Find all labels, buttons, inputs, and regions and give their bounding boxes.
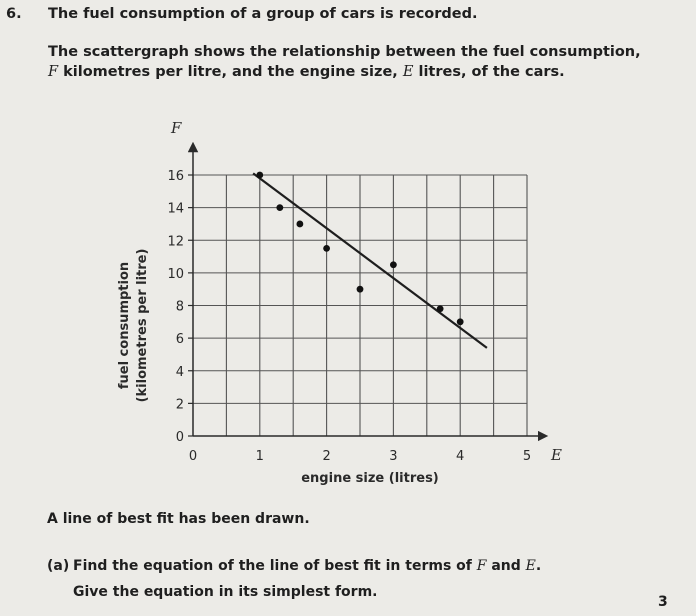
part-period: . — [535, 558, 542, 574]
y-tick-label: 12 — [167, 234, 184, 250]
y-axis-label-line1: fuel consumption — [117, 261, 132, 390]
question-intro — [48, 42, 688, 82]
question-title: The fuel consumption of a group of cars is recorded. — [48, 6, 478, 22]
data-point — [457, 318, 464, 325]
y-tick-label: 0 — [175, 430, 184, 445]
axes — [193, 147, 543, 436]
part-and: and — [486, 558, 526, 574]
best-fit-line — [253, 173, 487, 348]
y-axis-label-line2: (kilometres per litre) — [135, 248, 150, 403]
data-point — [323, 245, 330, 252]
intro-line-1: The scattergraph shows the relationship between the fuel consumption, — [48, 44, 641, 60]
x-tick-label: 1 — [255, 449, 264, 464]
part-a — [47, 558, 541, 574]
x-axis-label: engine size (litres) — [301, 471, 439, 486]
x-tick-label: 0 — [188, 449, 198, 464]
best-fit-line-group — [253, 173, 487, 348]
part-text: Find the equation of the line of best fit in terms of — [73, 558, 477, 574]
x-tick-label: 2 — [322, 449, 331, 464]
data-point — [276, 204, 283, 211]
intro-line-2 — [48, 62, 688, 82]
marks: 3 — [658, 594, 668, 610]
data-point — [357, 286, 364, 293]
intro-text: kilometres per litre, and the engine size, — [58, 64, 403, 80]
scattergraph — [0, 105, 696, 505]
var-f: F — [48, 64, 59, 80]
grid — [193, 175, 527, 436]
best-fit-note: A line of best fit has been drawn. — [47, 511, 310, 527]
x-tick-label: 3 — [389, 449, 398, 464]
part-var-e: E — [525, 558, 536, 574]
data-point — [256, 172, 263, 179]
intro-text-end: litres, of the cars. — [413, 64, 565, 80]
tick-labels — [167, 169, 531, 464]
data-point — [437, 305, 444, 312]
part-label: (a) — [47, 558, 70, 574]
part-a-instruction: Give the equation in its simplest form. — [73, 584, 378, 600]
question-number: 6. — [6, 6, 22, 22]
y-tick-label: 16 — [167, 169, 184, 184]
data-point — [390, 261, 397, 268]
data-point — [296, 221, 303, 228]
y-tick-label: 8 — [175, 299, 184, 315]
question-heading — [6, 6, 478, 22]
y-tick-label: 6 — [175, 332, 184, 348]
part-var-f: F — [476, 558, 487, 574]
x-tick-label: 5 — [522, 449, 532, 464]
y-tick-label: 2 — [175, 397, 184, 413]
y-tick-label: 14 — [167, 201, 184, 217]
var-e: E — [402, 64, 414, 80]
y-tick-label: 10 — [167, 266, 184, 282]
y-axis-letter: F — [171, 119, 182, 137]
y-tick-label: 4 — [175, 364, 184, 380]
x-tick-label: 4 — [456, 449, 465, 464]
x-axis-letter: E — [551, 446, 562, 464]
